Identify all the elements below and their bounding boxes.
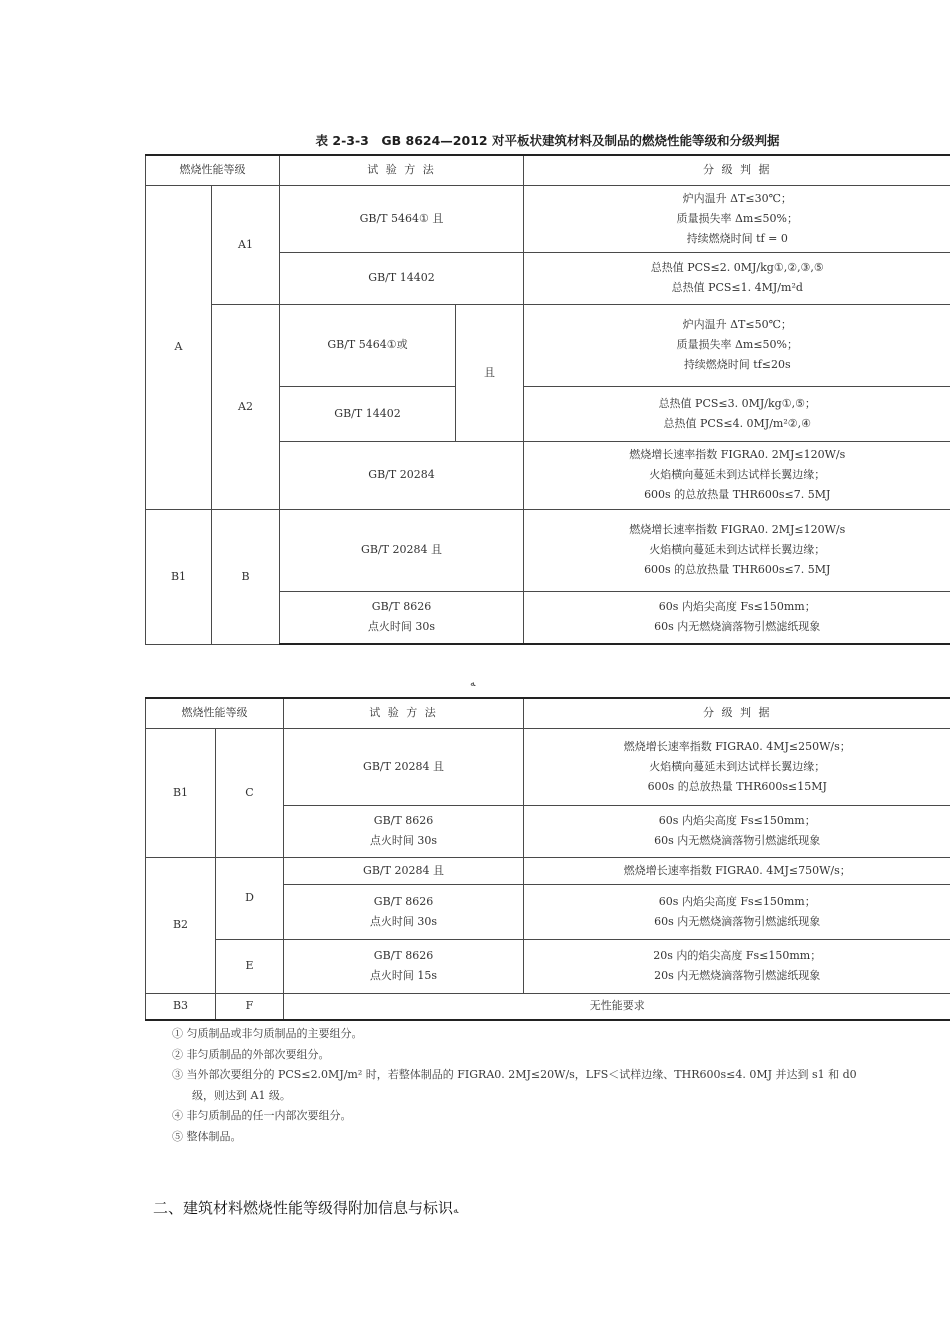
criteria-cell: 20s 内的焰尖高度 Fs≤150mm； 20s 内无燃烧滴落物引燃滤纸现象 — [524, 939, 950, 993]
table-caption: 表 2-3-3 GB 8624—2012 对平板状建筑材料及制品的燃烧性能等级和分级判据 — [315, 133, 780, 148]
table-2 — [145, 697, 950, 1021]
criteria-cell: 无性能要求 — [284, 993, 950, 1020]
criteria-cell: 总热值 PCS≤2. 0MJ/kg①,②,③,⑤ 总热值 PCS≤1. 4MJ/m²d — [524, 252, 950, 304]
table-1 — [145, 154, 950, 645]
and-cell: 且 — [456, 304, 524, 441]
criteria-cell: 燃烧增长速率指数 FIGRA0. 4MJ≤750W/s； — [524, 857, 950, 884]
method-cell: GB/T 5464①或 — [280, 304, 456, 386]
criteria-cell: 总热值 PCS≤3. 0MJ/kg①,⑤； 总热值 PCS≤4. 0MJ/m²②,④ — [524, 386, 950, 441]
grade-B: B — [212, 509, 280, 644]
criteria-cell: 60s 内焰尖高度 Fs≤150mm； 60s 内无燃烧滴落物引燃滤纸现象 — [524, 884, 950, 939]
criteria-cell: 燃烧增长速率指数 FIGRA0. 2MJ≤120W/s 火焰横向蔓延未到达试样长翼边缘； 600s 的总放热量 THR600s≤7. 5MJ — [524, 441, 950, 509]
method-cell: GB/T 8626 点火时间 30s — [280, 591, 524, 644]
grade-A2: A2 — [212, 304, 280, 509]
grade-F: F — [216, 993, 284, 1020]
method-cell: GB/T 14402 — [280, 386, 456, 441]
grade-E: E — [216, 939, 284, 993]
grade-A1: A1 — [212, 185, 280, 304]
method-cell: GB/T 14402 — [280, 252, 524, 304]
header-grade: 燃烧性能等级 — [146, 155, 280, 185]
note-5: ⑤ 整体制品。 — [172, 1129, 242, 1143]
header-criteria: 分 级 判 据 — [524, 155, 950, 185]
criteria-cell: 炉内温升 ΔT≤30℃； 质量损失率 Δm≤50%； 持续燃烧时间 tf = 0 — [524, 185, 950, 252]
grade-B1: B1 — [146, 728, 216, 857]
grade-B3: B3 — [146, 993, 216, 1020]
method-cell: GB/T 20284 且 — [284, 857, 524, 884]
criteria-cell: 60s 内焰尖高度 Fs≤150mm； 60s 内无燃烧滴落物引燃滤纸现象 — [524, 805, 950, 857]
method-cell: GB/T 8626 点火时间 30s — [284, 805, 524, 857]
paragraph-mark: ﻪ — [470, 678, 476, 689]
method-cell: GB/T 8626 点火时间 30s — [284, 884, 524, 939]
grade-C: C — [216, 728, 284, 857]
method-cell: GB/T 20284 — [280, 441, 524, 509]
note-2: ② 非匀质制品的外部次要组分。 — [172, 1047, 330, 1061]
note-4: ④ 非匀质制品的任一内部次要组分。 — [172, 1109, 352, 1122]
criteria-cell: 炉内温升 ΔT≤50℃； 质量损失率 Δm≤50%； 持续燃烧时间 tf≤20s — [524, 304, 950, 386]
header-method: 试 验 方 法 — [280, 155, 524, 185]
grade-D: D — [216, 857, 284, 939]
method-cell: GB/T 5464① 且 — [280, 185, 524, 252]
section-heading: 二、建筑材料燃烧性能等级得附加信息与标识ﻪ — [153, 1199, 459, 1217]
header-criteria: 分 级 判 据 — [524, 698, 950, 728]
note-3-continued: 级，则达到 A1 级。 — [192, 1088, 291, 1102]
criteria-cell: 60s 内焰尖高度 Fs≤150mm； 60s 内无燃烧滴落物引燃滤纸现象 — [524, 591, 950, 644]
method-cell: GB/T 20284 且 — [284, 728, 524, 805]
paragraph-mark: ﻪ — [453, 1205, 459, 1216]
grade-B2: B2 — [146, 857, 216, 993]
header-grade: 燃烧性能等级 — [146, 698, 284, 728]
criteria-cell: 燃烧增长速率指数 FIGRA0. 4MJ≤250W/s； 火焰横向蔓延未到达试样长翼边缘； 600s 的总放热量 THR600s≤15MJ — [524, 728, 950, 805]
grade-A: A — [146, 185, 212, 509]
header-method: 试 验 方 法 — [284, 698, 524, 728]
note-1: ① 匀质制品或非匀质制品的主要组分。 — [172, 1027, 363, 1040]
method-cell: GB/T 20284 且 — [280, 509, 524, 591]
table-notes — [172, 1024, 950, 1147]
criteria-cell: 燃烧增长速率指数 FIGRA0. 2MJ≤120W/s 火焰横向蔓延未到达试样长翼边缘； 600s 的总放热量 THR600s≤7. 5MJ — [524, 509, 950, 591]
grade-B1: B1 — [146, 509, 212, 644]
note-3: ③ 当外部次要组分的 PCS≤2.0MJ/m² 时，若整体制品的 FIGRA0. 2MJ≤20W/s，LFS＜试样边缘、THR600s≤4. 0MJ 并达到 s1 和 d0 — [172, 1068, 857, 1081]
method-cell: GB/T 8626 点火时间 15s — [284, 939, 524, 993]
